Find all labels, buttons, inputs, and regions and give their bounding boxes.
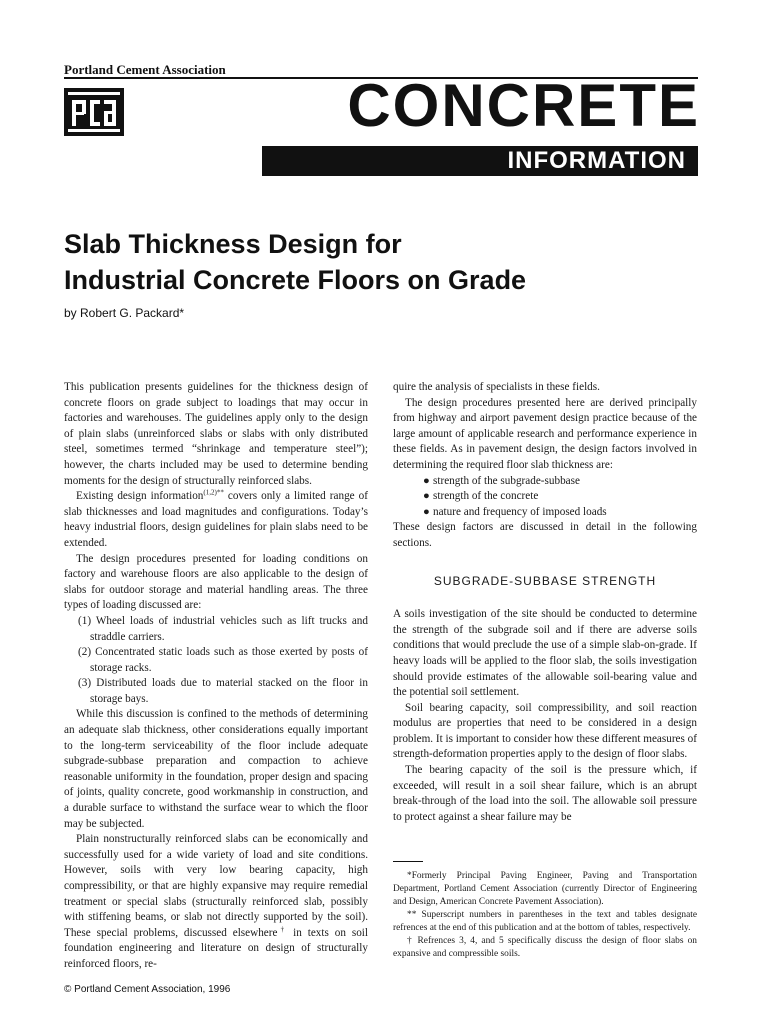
footnote-divider xyxy=(393,861,423,862)
article-title xyxy=(64,226,684,298)
list-item: (3) Distributed loads due to material stacked on the floor in storage bays. xyxy=(78,677,368,705)
footnote-ref: (1,2)** xyxy=(203,488,224,497)
title-line-1: Slab Thickness Design for xyxy=(64,229,402,259)
paragraph: While this discussion is confined to the methods of determining an adequate slab thickness, other considerations equally important to the long-term serviceability of the floor include adequate subgrade-subbase preparation and compaction to achieve reasonable uniformity in the foundation, proper design and spacing of joints, quality concrete, good workmanship in construction, and a durable surface to withstand the surface wear to which the floor may be subjected. xyxy=(64,708,368,830)
masthead-concrete: CONCRETE xyxy=(347,72,700,139)
loading-types-list xyxy=(64,614,368,708)
title-line-2: Industrial Concrete Floors on Grade xyxy=(64,265,527,295)
footnote: ** Superscript numbers in parentheses in the text and tables designate refrences at the end of this publication and at the bottom of tables, respectively. xyxy=(393,910,697,934)
footnote: † Refrences 3, 4, and 5 specifically discuss the design of floor slabs on expansive and compressible soils. xyxy=(393,936,697,960)
bullet-icon: ● xyxy=(423,490,430,503)
footnotes xyxy=(393,870,697,961)
copyright-notice: © Portland Cement Association, 1996 xyxy=(64,984,231,995)
paragraph: Existing design information$^{(1,2)**}$ covers only a limited range of slab thicknesses and load magnitudes and configurations. Today’s heavy industrial floors, design guidelines for plain slabs need to be extended. xyxy=(64,488,368,549)
paragraph: The design procedures presented for loading conditions on factory and warehouse floors are also applicable to the design of slabs for outdoor storage and material handling areas. The three types of loading discussed are: xyxy=(64,552,368,612)
bullet-icon: ● xyxy=(423,505,430,518)
list-item: ● nature and frequency of imposed loads xyxy=(393,505,697,521)
pca-logo xyxy=(64,88,124,136)
paragraph: Plain nonstructurally reinforced slabs can be economically and successfully used for a wide variety of load and site conditions. However, soils with very low bearing capacity, high compressibility, or that are highly expansive may require remedial treatment or special slabs (structurally reinforced slab, possibly with stiffening beams, or slab not directly supported by the soil). These special problems, discussed elsewhere† in texts on soil foundation engineering and literature on design of structurally reinforced floors, re- xyxy=(64,833,369,970)
list-item: ● strength of the concrete xyxy=(393,489,697,505)
list-item: ● strength of the subgrade-subbase xyxy=(393,474,697,490)
paragraph: The bearing capacity of the soil is the pressure which, if exceeded, will result in a soil shear failure, which is an abrupt break-through of the load into the soil. The allowable soil pressure to protect against a shear failure may be xyxy=(393,764,697,823)
section-heading: SUBGRADE-SUBBASE STRENGTH xyxy=(433,573,657,588)
left-column xyxy=(64,380,368,973)
paragraph: quire the analysis of specialists in these fields. xyxy=(393,381,600,393)
information-banner: INFORMATION xyxy=(262,146,698,176)
design-factors-list xyxy=(393,474,697,521)
paragraph: A soils investigation of the site should be conducted to determine the strength of the subgrade soil and if there are adverse soils conditions that would preclude the use of a simple slab-on-grade. If heavy loads will be applied to the floor slab, the soils investigation should provide estimates of the allowable soil-bearing value and the potential soil settlement. xyxy=(393,608,697,699)
right-column xyxy=(393,380,697,961)
footnote: *Formerly Principal Paving Engineer, Paving and Transportation Department, Portland Cement Association (currently Director of Engineering and Design, American Concrete Pavement Association). xyxy=(393,871,697,908)
association-name: Portland Cement Association xyxy=(64,62,226,77)
paragraph: This publication presents guidelines for the thickness design of concrete floors on grade subject to loadings that may occur in factories and warehouses. The guidelines apply only to the design of plain slabs (unreinforced slabs or slabs with only distributed steel, sometimes termed “shrinkage and temperature steel”); however, the charts included may be used to determine bending moments for the design of structurally reinforced slabs. xyxy=(64,381,368,487)
paragraph: Soil bearing capacity, soil compressibility, and soil reaction modulus are properties that need to be considered in a design problem. It is important to consider how these different measures of strength-deformation properties apply to the design of floor slabs. xyxy=(393,701,697,761)
byline: by Robert G. Packard* xyxy=(64,306,185,320)
paragraph: These design factors are discussed in detail in the following sections. xyxy=(393,521,697,549)
footnote-ref: † xyxy=(277,925,288,934)
list-item: (2) Concentrated static loads such as those exerted by posts of storage racks. xyxy=(78,646,368,674)
bullet-icon: ● xyxy=(423,474,430,487)
paragraph: The design procedures presented here are derived principally from highway and airport pavement design practice because of the large amount of applicable research and performance experience in these fields. As in pavement design, the design factors involved in determining the required floor slab thickness are: xyxy=(393,396,697,471)
list-item: (1) Wheel loads of industrial vehicles such as lift trucks and straddle carriers. xyxy=(78,614,368,643)
